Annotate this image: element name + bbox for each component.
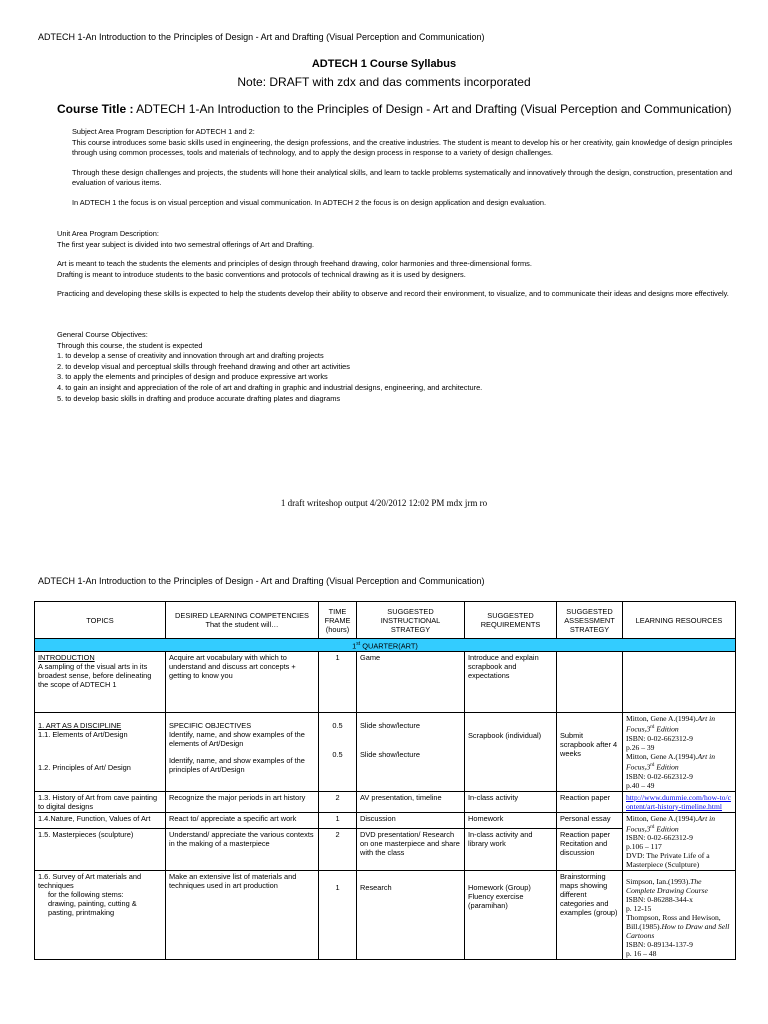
objective-item: 4. to gain an insight and appreciation of the role of art and drafting in graphic and industrial designs, engineering, and architecture. [57, 382, 483, 392]
strategy-cell: Discussion [357, 812, 465, 829]
competency-cell: React to/ appreciate a specific art work [166, 812, 319, 829]
page2-header: ADTECH 1-An Introduction to the Principles of Design - Art and Drafting (Visual Perception and Communication) [38, 576, 485, 586]
unit-area-p1: The first year subject is divided into two semestral offerings of Art and Drafting. [57, 239, 315, 249]
resource-cell: Simpson, Ian.(1993).The Complete Drawing Course ISBN: 0-86288-344-x p. 12-15 Thompson, Ross and Hewison, Bill.(1985).How to Draw and Sell Cartoons ISBN: 0-89134-137-9 p. 16 – 48 [623, 871, 736, 960]
topic-cell: INTRODUCTION A sampling of the visual arts in its broadest sense, before delineating the scope of ADTECH 1 [35, 652, 166, 713]
time-cell: 1 [319, 652, 357, 713]
requirement-cell: In-class activity and library work [465, 829, 557, 871]
assessment-cell: Submit scrapbook after 4 weeks [557, 713, 623, 791]
strategy-cell: Slide show/lecture Slide show/lecture [357, 713, 465, 791]
objectives-heading: General Course Objectives: [57, 330, 148, 339]
col-header-strategy: SUGGESTED INSTRUCTIONAL STRATEGY [357, 602, 465, 639]
course-title [57, 102, 732, 116]
quarter-label: 1st QUARTER(ART) [35, 639, 736, 652]
table-row [35, 871, 736, 960]
subject-area-p3: In ADTECH 1 the focus is on visual perception and visual communication. In ADTECH 2 the focus is on design application and design evaluation. [72, 197, 547, 207]
unit-area-p3: Practicing and developing these skills is expected to help the students develop their ability to observe and record their environment, to visualize, and to communicate their ideas and designs more effectively. [57, 289, 729, 299]
topic-cell: 1. ART AS A DISCIPLINE 1.1. Elements of Art/Design 1.2. Principles of Art/ Design [35, 713, 166, 791]
col-header-resources: LEARNING RESOURCES [623, 602, 736, 639]
requirement-cell: Homework [465, 812, 557, 829]
resource-cell: Mitton, Gene A.(1994).Art in Focus,3rd Edition ISBN: 0-02-662312-9 p.106 – 117 DVD: The Private Life of a Masterpiece (Sculpture) [623, 812, 736, 871]
syllabus-table [34, 601, 736, 960]
time-cell: 2 [319, 791, 357, 812]
unit-area-p2b: Drafting is meant to introduce students to the basic conventions and protocols of technical drawing as it is used by designers. [57, 269, 466, 279]
competency-cell: Understand/ appreciate the various contexts in the making of a masterpiece [166, 829, 319, 871]
table-row [35, 791, 736, 812]
assessment-cell [557, 652, 623, 713]
resource-cell [623, 652, 736, 713]
objective-item: 3. to apply the elements and principles of design and produce expressive art works [57, 372, 328, 382]
unit-area-heading: Unit Area Program Description: [57, 229, 159, 238]
subject-area-heading: Subject Area Program Description for ADTECH 1 and 2: [72, 127, 255, 136]
col-header-assessment: SUGGESTED ASSESSMENT STRATEGY [557, 602, 623, 639]
requirement-cell: Scrapbook (individual) [465, 713, 557, 791]
assessment-cell: Brainstorming maps showing different categories and examples (group) [557, 871, 623, 960]
topic-cell: 1.3. History of Art from cave painting to digital designs [35, 791, 166, 812]
strategy-cell: AV presentation, timeline [357, 791, 465, 812]
syllabus-title: ADTECH 1 Course Syllabus [311, 58, 457, 70]
page-header: ADTECH 1-An Introduction to the Principles of Design - Art and Drafting (Visual Perception and Communication) [38, 32, 485, 42]
competency-cell: Make an extensive list of materials and techniques used in art production [166, 871, 319, 960]
col-header-requirements: SUGGESTED REQUIREMENTS [465, 602, 557, 639]
assessment-cell: Personal essay [557, 812, 623, 829]
table-row [35, 713, 736, 791]
unit-area-p2a: Art is meant to teach the students the elements and principles of design through freehand drawing, color harmonies and three-dimensional forms. [57, 259, 532, 269]
assessment-cell: Reaction paper Recitation and discussion [557, 829, 623, 871]
requirement-cell: In-class activity [465, 791, 557, 812]
time-cell: 0.5 0.5 [319, 713, 357, 791]
strategy-cell: DVD presentation/ Research on one masterpiece and share with the class [357, 829, 465, 871]
col-header-competencies: DESIRED LEARNING COMPETENCIES That the student will… [166, 602, 319, 639]
table-header-row [35, 602, 736, 639]
time-cell: 1 [319, 812, 357, 829]
objective-item: 5. to develop basic skills in drafting and produce accurate drafting plates and diagrams [57, 393, 341, 403]
col-header-topics: TOPICS [35, 602, 166, 639]
competency-cell: Acquire art vocabulary with which to understand and discuss art concepts + getting to know you [166, 652, 319, 713]
unit-area-section [57, 229, 737, 300]
competency-cell: SPECIFIC OBJECTIVES Identify, name, and show examples of the elements of Art/Design Identify, name, and show examples of the principles of Art/Design [166, 713, 319, 791]
competency-cell: Recognize the major periods in art history [166, 791, 319, 812]
topic-cell: 1.6. Survey of Art materials and techniques for the following stems: drawing, painting, cutting & pasting, printmaking [35, 871, 166, 960]
resource-cell [623, 791, 736, 812]
art-history-timeline-link[interactable]: http://www.dummie.com/how-to/content/art-history-timeline.html [626, 792, 731, 811]
strategy-cell: Research [357, 871, 465, 960]
objective-item: 1. to develop a sense of creativity and innovation through art and drafting projects [57, 351, 324, 361]
resource-cell: Mitton, Gene A.(1994).Art in Focus,3rd Edition ISBN: 0-02-662312-9 p.26 – 39 Mitton, Gene A.(1994).Art in Focus,3rd Edition ISBN: 0-02-662312-9 p.40 – 49 [623, 713, 736, 791]
subject-area-section [72, 127, 734, 209]
topic-cell: 1.5. Masterpieces (sculpture) [35, 829, 166, 871]
page-footer: 1 draft writeshop output 4/20/2012 12:02 PM mdx jrm ro [280, 498, 488, 508]
course-title-label: Course Title : [57, 102, 134, 116]
subject-area-p2: Through these design challenges and projects, the students will hone their analytical skills, and learn to tackle problems systematically and innovatively through the design, construction, presentation and evaluation of various items. [72, 167, 733, 188]
table-row [35, 652, 736, 713]
syllabus-note: Note: DRAFT with zdx and das comments incorporated [237, 75, 531, 89]
time-cell: 1 [319, 871, 357, 960]
topic-cell: 1.4.Nature, Function, Values of Art [35, 812, 166, 829]
subject-area-p1: This course introduces some basic skills used in engineering, the design professions, and the creative industries. The student is meant to develop his or her creativity, gain knowledge of design principles through using common processes, tools and materials of technology, and to apply the design process in response to a variety of design challenges. [72, 137, 733, 158]
objective-item: 2. to develop visual and perceptual skills through freehand drawing and other art activities [57, 361, 350, 371]
strategy-cell: Game [357, 652, 465, 713]
objectives-intro: Through this course, the student is expected [57, 340, 203, 350]
objectives-section [57, 330, 737, 404]
requirement-cell: Introduce and explain scrapbook and expectations [465, 652, 557, 713]
table-row [35, 812, 736, 829]
time-cell: 2 [319, 829, 357, 871]
course-title-value: ADTECH 1-An Introduction to the Principles of Design - Art and Drafting (Visual Perception and Communication) [136, 102, 732, 116]
requirement-cell: Homework (Group) Fluency exercise (paramihan) [465, 871, 557, 960]
assessment-cell: Reaction paper [557, 791, 623, 812]
col-header-time: TIME FRAME (hours) [319, 602, 357, 639]
quarter-row [35, 639, 736, 652]
